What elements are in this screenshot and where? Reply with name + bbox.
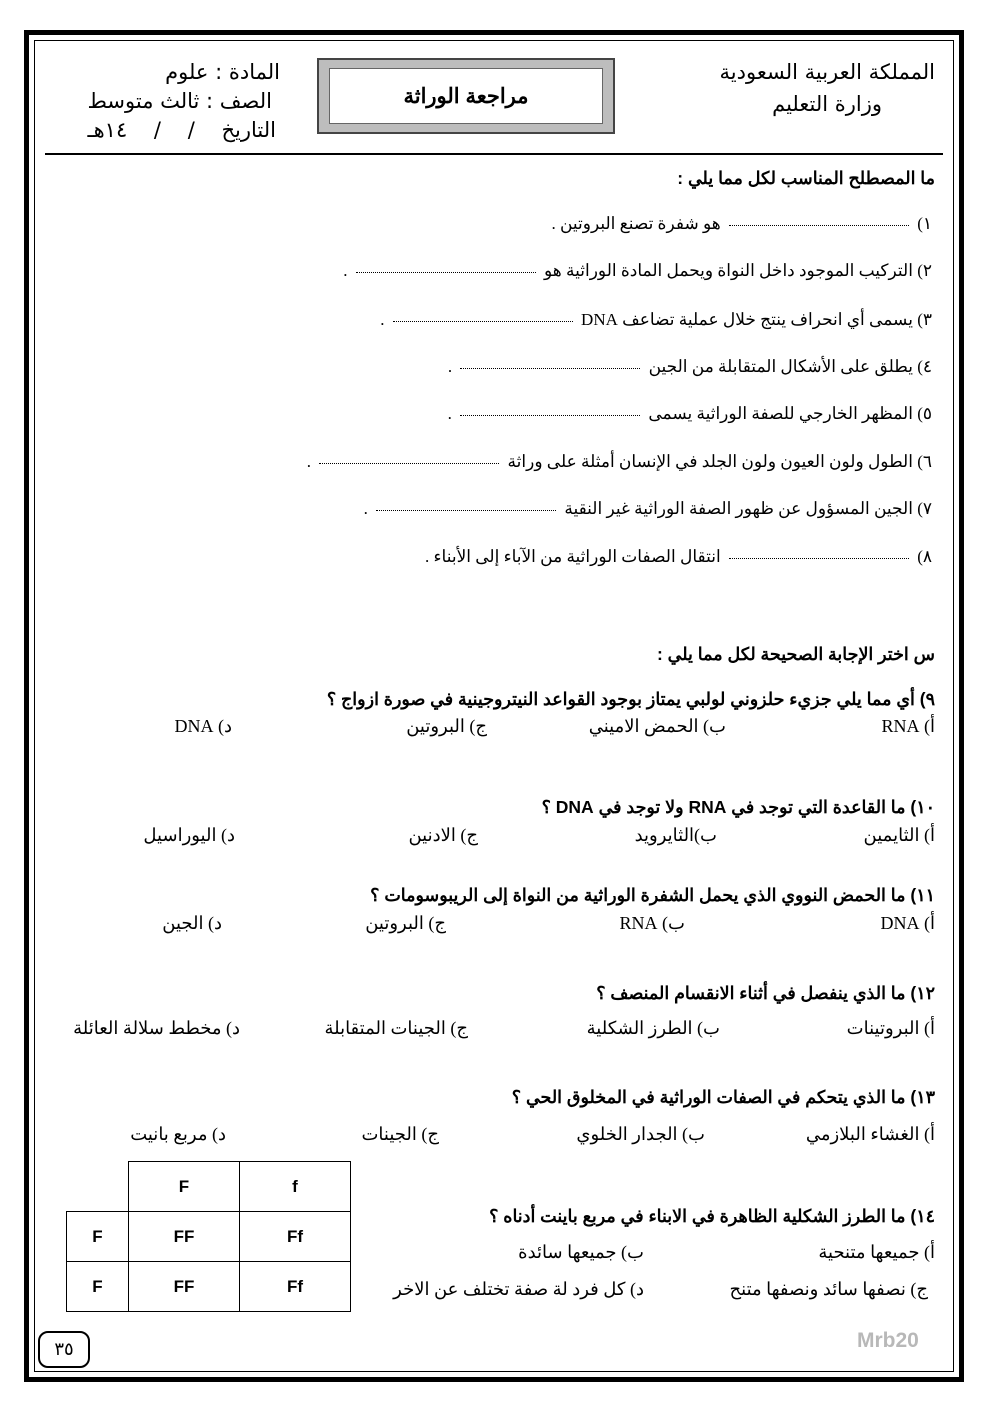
q11-option-d[interactable]: د) الجين bbox=[162, 913, 222, 933]
q14-option-c[interactable]: ج) نصفها سائد ونصفها متنح bbox=[729, 1279, 928, 1299]
answer-blank[interactable] bbox=[356, 271, 536, 273]
term-item-text: يطلق على الأشكال المتقابلة من الجين bbox=[648, 357, 913, 376]
answer-blank[interactable] bbox=[393, 320, 573, 322]
question-14: ١٤) ما الطرز الشكلية الظاهرة في الابناء في مربع باينت أدناه ؟ bbox=[489, 1206, 935, 1226]
q14-option-a[interactable]: أ) جميعها متنحية bbox=[818, 1242, 935, 1262]
term-item-text: الطول ولون العيون ولون الجلد في الإنسان أمثلة على وراثة bbox=[507, 452, 913, 471]
q14-option-d[interactable]: د) كل فرد لة صفة تختلف عن الاخر bbox=[393, 1279, 644, 1299]
answer-blank[interactable] bbox=[319, 462, 499, 464]
term-item-number: ٥) bbox=[917, 404, 932, 423]
term-item-text: المظهر الخارجي للصفة الوراثية يسمى bbox=[648, 404, 913, 423]
header-ministry: وزارة التعليم bbox=[772, 92, 882, 116]
term-item-number: ٣) bbox=[917, 310, 932, 329]
term-item-text: التركيب الموجود داخل النواة ويحمل المادة الوراثية هو bbox=[544, 261, 913, 280]
section2-heading: س اختر الإجابة الصحيحة لكل مما يلي : bbox=[656, 644, 935, 664]
question-10: ١٠) ما القاعدة التي توجد في RNA ولا توجد في DNA ؟ bbox=[541, 797, 935, 817]
punnett-row-header: F bbox=[67, 1212, 129, 1262]
header-divider bbox=[45, 153, 943, 155]
punnett-row bbox=[67, 1212, 351, 1262]
q12-option-d[interactable]: د) مخطط سلالة العائلة bbox=[73, 1018, 240, 1038]
punnett-cell: FF bbox=[129, 1262, 240, 1312]
q12-option-a[interactable]: أ) البروتينات bbox=[846, 1018, 935, 1038]
q10-option-a[interactable]: أ) الثايمين bbox=[863, 825, 935, 845]
term-item-number: ٧) bbox=[917, 499, 932, 518]
term-item-end: . bbox=[380, 310, 385, 329]
term-item-number: ٢) bbox=[917, 261, 932, 280]
q10-option-d[interactable]: د) اليوراسيل bbox=[143, 825, 235, 845]
term-item-text: يسمى أي انحراف ينتج خلال عملية تضاعف DNA bbox=[581, 310, 913, 329]
term-item-7 bbox=[364, 499, 932, 519]
term-item-number: ٦) bbox=[917, 452, 932, 471]
term-item-end: . bbox=[363, 499, 368, 518]
punnett-row-header: F bbox=[67, 1262, 129, 1312]
punnett-col-header: F bbox=[129, 1162, 240, 1212]
term-item-number: ٨) bbox=[917, 547, 932, 566]
term-item-number: ١) bbox=[917, 214, 932, 233]
q12-option-b[interactable]: ب) الطرز الشكلية bbox=[586, 1018, 720, 1038]
q11-option-a[interactable]: أ) DNA bbox=[880, 913, 935, 933]
punnett-col-header: f bbox=[240, 1162, 351, 1212]
title-frame bbox=[317, 58, 615, 134]
term-item-number: ٤) bbox=[917, 357, 932, 376]
q9-option-d[interactable]: د) DNA bbox=[174, 716, 232, 736]
question-11: ١١) ما الحمض النووي الذي يحمل الشفرة الوراثية من النواة إلى الريبوسومات ؟ bbox=[370, 885, 935, 905]
q10-option-b[interactable]: ب)الثايرويد bbox=[634, 825, 717, 845]
question-9: ٩) أي مما يلي جزيء حلزوني لولبي يمتاز بوجود القواعد النيتروجينية في صورة ازواج ؟ bbox=[326, 689, 935, 709]
term-item-end: . bbox=[343, 261, 348, 280]
term-item-5 bbox=[448, 404, 932, 424]
answer-blank[interactable] bbox=[729, 557, 909, 559]
answer-blank[interactable] bbox=[376, 509, 556, 511]
answer-blank[interactable] bbox=[460, 367, 640, 369]
header-date: التاريخ / / ١٤هـ bbox=[87, 118, 276, 142]
punnett-row bbox=[67, 1262, 351, 1312]
title-panel bbox=[329, 68, 603, 124]
q9-option-b[interactable]: ب) الحمض الاميني bbox=[588, 716, 726, 736]
punnett-header-row bbox=[67, 1162, 351, 1212]
term-item-1 bbox=[551, 214, 932, 234]
term-item-4 bbox=[448, 357, 932, 377]
q13-option-c[interactable]: ج) الجينات bbox=[361, 1124, 439, 1144]
term-item-end: . bbox=[306, 452, 312, 471]
section1-heading: ما المصطلح المناسب لكل مما يلي : bbox=[677, 168, 935, 188]
q11-option-c[interactable]: ج) البروتين bbox=[365, 913, 446, 933]
q9-option-c[interactable]: ج) البروتين bbox=[406, 716, 487, 736]
term-item-end: . bbox=[447, 357, 453, 376]
page-number: ٣٥ bbox=[38, 1331, 90, 1368]
question-12: ١٢) ما الذي ينفصل في أثناء الانقسام المنصف ؟ bbox=[596, 983, 935, 1003]
q13-option-a[interactable]: أ) الغشاء البلازمي bbox=[805, 1124, 935, 1144]
answer-blank[interactable] bbox=[729, 224, 909, 226]
punnett-cell: FF bbox=[129, 1212, 240, 1262]
term-item-8 bbox=[425, 547, 932, 567]
term-item-3 bbox=[380, 310, 932, 330]
term-item-2 bbox=[343, 261, 932, 281]
header-grade: الصف : ثالث متوسط bbox=[87, 89, 272, 113]
header-subject: المادة : علوم bbox=[165, 60, 280, 84]
term-item-text: الجين المسؤول عن ظهور الصفة الوراثية غير النقية bbox=[564, 499, 913, 518]
term-item-end: . bbox=[447, 404, 452, 423]
q13-option-d[interactable]: د) مربع بانيت bbox=[130, 1124, 226, 1144]
q10-option-c[interactable]: ج) الادنين bbox=[408, 825, 478, 845]
punnett-cell: Ff bbox=[240, 1262, 351, 1312]
question-13: ١٣) ما الذي يتحكم في الصفات الوراثية في المخلوق الحي ؟ bbox=[511, 1087, 935, 1107]
page-title: مراجعة الوراثة bbox=[403, 84, 529, 108]
answer-blank[interactable] bbox=[460, 414, 640, 416]
q12-option-c[interactable]: ج) الجينات المتقابلة bbox=[324, 1018, 468, 1038]
term-item-6 bbox=[307, 452, 932, 472]
term-item-text: انتقال الصفات الوراثية من الآباء إلى الأبناء . bbox=[425, 547, 721, 566]
term-item-text: هو شفرة تصنع البروتين . bbox=[551, 214, 721, 233]
q13-option-b[interactable]: ب) الجدار الخلوي bbox=[576, 1124, 705, 1144]
watermark-text: Mrb20 bbox=[857, 1329, 919, 1352]
punnett-cell: Ff bbox=[240, 1212, 351, 1262]
q14-option-b[interactable]: ب) جميعها سائدة bbox=[518, 1242, 644, 1262]
q11-option-b[interactable]: ب) RNA bbox=[619, 913, 685, 933]
q9-option-a[interactable]: أ) RNA bbox=[881, 716, 935, 736]
punnett-square bbox=[66, 1161, 351, 1312]
header-country: المملكة العربية السعودية bbox=[719, 60, 935, 84]
punnett-corner bbox=[67, 1162, 129, 1212]
